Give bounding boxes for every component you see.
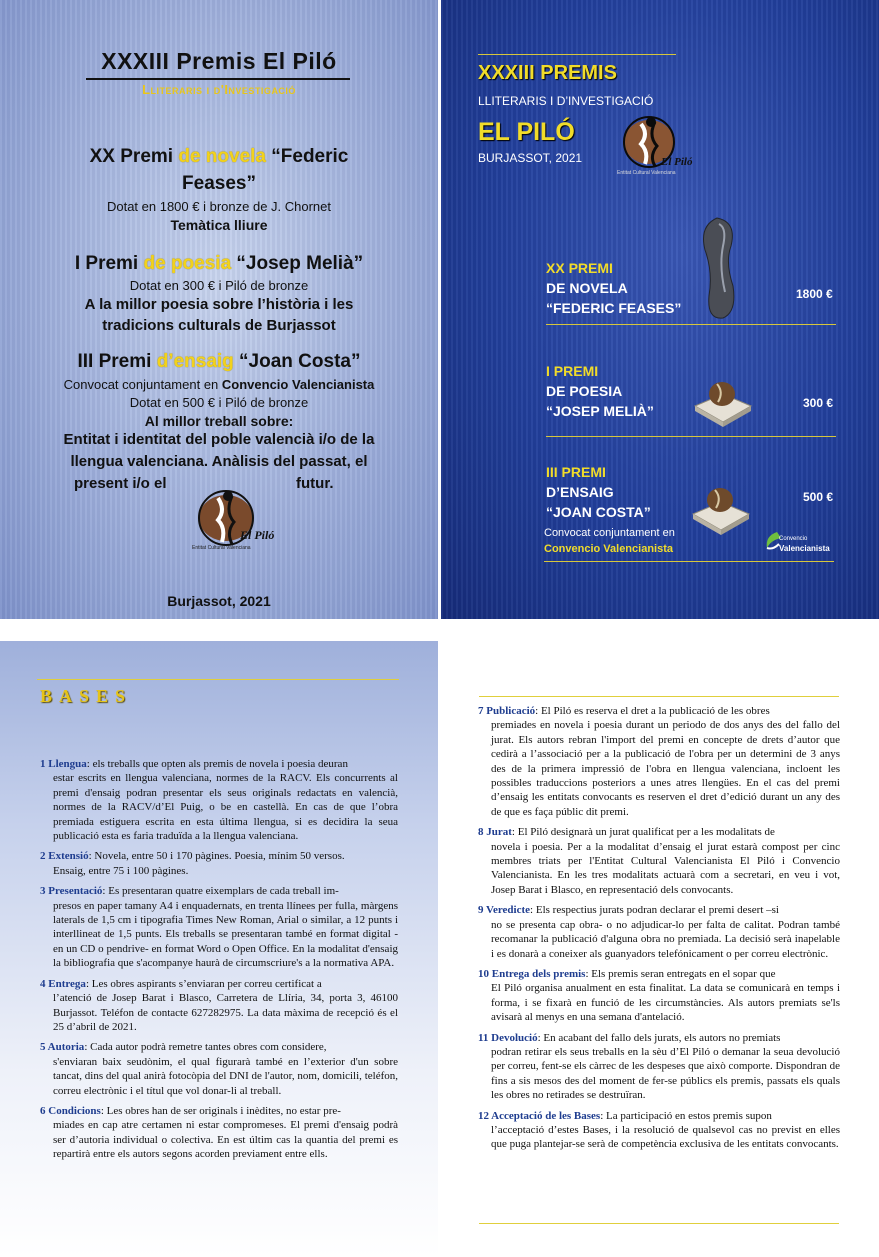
base-sep: : xyxy=(86,758,93,770)
prize-poesia-heading xyxy=(0,251,438,277)
bases-right-top-rule xyxy=(479,696,839,697)
prize-novela-heading xyxy=(0,144,438,170)
prize-block-ensaig xyxy=(546,462,651,522)
base-item xyxy=(40,757,398,843)
base-text: novela i poesia. Per a la modalitat d’ensaig el jurat estarà compost per cinc membres triats per l'Entitat Cultural Valencianista El Piló i Convencio Valencianista. En les tres modalitats actuarà com a secretari, en veu i vot, Josep Barat i Blasco, en representació dels convocants. xyxy=(491,840,840,896)
prize-novela-heading-2: Feases” xyxy=(182,173,256,194)
prize-line-1: XX PREMI xyxy=(546,260,613,276)
cover-footer: Burjassot, 2021 xyxy=(167,593,271,609)
base-title: 1 Llengua xyxy=(40,758,87,770)
base-title: 9 Veredicte xyxy=(478,904,531,917)
prize-poesia-amount: Dotat en 300 € i Piló de bronze xyxy=(129,278,309,293)
base-item xyxy=(40,849,398,878)
base-title: 4 Entrega xyxy=(40,977,86,990)
el-pilo-logo-right xyxy=(617,112,703,178)
prize-number: I Premi xyxy=(74,253,144,274)
base-lead: El Piló designarà un jurat qualificat per a les modalitats de xyxy=(517,826,775,839)
base-lead: Novela, entre 50 i 170 pàgines. Poesia, mínim 50 versos. xyxy=(94,850,345,863)
bases-heading: BASES xyxy=(40,686,133,706)
base-item xyxy=(40,977,398,1035)
top-rule xyxy=(478,54,676,55)
base-item xyxy=(478,903,840,961)
base-sep: : xyxy=(511,826,518,839)
base-sep: : xyxy=(102,885,109,898)
cover-right-panel xyxy=(441,0,879,619)
cover-title-1: XXXIII PREMIS xyxy=(478,62,617,84)
prize-number: III Premi xyxy=(77,351,157,372)
prize-ensaig-heading xyxy=(0,349,438,375)
base-sep: : xyxy=(530,904,536,917)
base-item xyxy=(478,967,840,1025)
base-item xyxy=(478,704,840,819)
bases-right-panel xyxy=(441,641,879,1257)
prize-ensaig-theme-3b: futur. xyxy=(296,475,334,492)
base-sep: : xyxy=(537,1031,544,1044)
prize-ensaig-convocat xyxy=(0,376,438,394)
prize-line-3: “FEDERIC FEASES” xyxy=(546,300,682,316)
cover-place: BURJASSOT, 2021 xyxy=(478,151,583,165)
base-title: 7 Publicació xyxy=(478,705,536,717)
base-sep: : xyxy=(535,705,541,717)
prize-line-1: III PREMI xyxy=(546,464,606,480)
base-item xyxy=(40,1040,398,1098)
base-lead: els treballs que opten als premis de novela i poesia deuran xyxy=(92,758,348,770)
base-text: l’atenció de Josep Barat i Blasco, Carretera de Llíria, 34, porta 3, 46100 Burjassot. Teléfon de contacte 627282975. La data màxima de recepció és el 25 d’abril de 2021. xyxy=(53,992,398,1033)
base-title: 11 Devolució xyxy=(478,1031,538,1044)
divider xyxy=(544,561,834,562)
base-sep: : xyxy=(600,1109,607,1122)
logo-text: El Piló xyxy=(661,156,693,168)
base-lead: Cada autor podrà remetre tantes obres com considere, xyxy=(90,1041,327,1054)
base-title: 10 Entrega dels premis xyxy=(478,967,586,980)
base-item xyxy=(478,1031,840,1103)
prize-line-3: “JOSEP MELIÀ” xyxy=(546,403,654,419)
base-title: 3 Presentació xyxy=(40,885,103,898)
convencio-name: Convencio Valencianista xyxy=(544,543,673,555)
base-text: s'enviaran baix seudònim, el qual figurarà també en l’exterior d'un sobre tancat, dins del qual anirà fotocòpia del DNI de l'autor, nom, domicili, teléfon, correu electrònic i el títul que vol donar-li al treball. xyxy=(53,1055,398,1097)
logo-ring-text: Entitat Cultural Valenciana xyxy=(617,170,676,176)
base-lead: Les obres han de ser originals i inèdites, no estar pre- xyxy=(106,1104,341,1117)
base-sep: : xyxy=(84,1041,91,1054)
base-title: 5 Autoria xyxy=(40,1041,85,1054)
base-lead: En acabant del fallo dels jurats, els autors no premiats xyxy=(543,1031,781,1044)
bronze-sculpture-novela xyxy=(697,216,741,320)
base-text: Ensaig, entre 75 i 100 pàgines. xyxy=(53,864,189,877)
title-underline xyxy=(86,78,350,80)
cover-left-panel xyxy=(0,0,438,619)
convocat-text: Convocat conjuntament en xyxy=(63,377,222,392)
base-title: 8 Jurat xyxy=(478,826,512,839)
prize-poesia-theme-1: A la millor poesia sobre l’història i les xyxy=(84,296,354,313)
base-title: 6 Condicions xyxy=(40,1104,101,1117)
bases-right-column xyxy=(478,704,840,1158)
prize-ensaig-theme-3a: present i/o el xyxy=(74,475,167,492)
prize-block-poesia xyxy=(546,361,654,421)
bases-left-panel xyxy=(0,641,438,1257)
base-lead: Es presentaran quatre eixemplars de cada treball im- xyxy=(108,885,339,898)
base-sep: : xyxy=(585,967,592,980)
prize-number: XX Premi xyxy=(89,146,179,167)
bases-top-rule xyxy=(37,679,399,680)
bases-left-column xyxy=(40,757,398,1168)
base-lead: Els premis seran entregats en el sopar que xyxy=(591,967,776,980)
prize-type: de novela xyxy=(178,146,266,167)
base-item xyxy=(478,825,840,897)
base-sep: : xyxy=(100,1104,107,1117)
base-text: no se presenta cap obra- o no adjudicar-lo per falta de calitat. Podran també recomanar la publicació d'alguna obra no premiada. La decisió serà inapelable i es donarà a coneixer als guanyadors telefónicament o per correu electrònic. xyxy=(491,918,840,960)
logo-ring-text: Entitat Cultural Valenciana xyxy=(192,545,251,551)
base-item xyxy=(478,1109,840,1152)
prize-amount-poesia: 300 € xyxy=(803,396,834,410)
base-item xyxy=(40,884,398,970)
logo-text: El Piló xyxy=(240,528,275,542)
base-text: presos en paper tamany A4 i enquadernats, en trenta llínees per fulla, màrgens laterals de 1,5 cm i tipografia Times New Roman, Arial o similar, a 12 punts i interllineat de 1,5 punts. Els treballs se presentaran també en format digital -en un CD o pendrive- en format Word o Open Office. En la modalitat d'ensaig la bibliografia que s'acompanye haurà de circumscriure's a la normativa APA. xyxy=(53,899,398,970)
prize-novela-theme: Temàtica lliure xyxy=(170,217,268,233)
base-text: estar escrits en llengua valenciana, normes de la RACV. Els concurrents al premi d'ensaig podran presentar els seus originals redactats en valencià, normes de la RACV/d’El Puig, o be en castellà. En cas de que l’obra premiada estiguera escrita en esta última llengua, si es decidira la seua publicació esta es faria traduïda a la llengua valenciana. xyxy=(53,772,398,843)
convocat-text: Convocat conjuntament en xyxy=(544,527,675,539)
base-sep: : xyxy=(88,850,95,863)
prize-name: “Federic xyxy=(266,146,349,167)
convencio-logo xyxy=(763,526,831,560)
base-text: miades en cap atre certamen ni estar compromeses. El premi d'ensaig podrà ser d’autoria individual o colectiva. En est últim cas la quantia del premi es repartirà entre els autors segons acorden previament entre ells. xyxy=(53,1119,398,1161)
cover-subtitle: LLITERARIS I D’INVESTIGACIÓ xyxy=(478,94,654,108)
base-lead: Els respectius jurats podran declarar el premi desert –si xyxy=(535,904,779,917)
prize-type: d’ensaig xyxy=(156,351,234,372)
el-pilo-logo xyxy=(192,488,282,552)
convencio-name: Convencio Valencianista xyxy=(221,377,375,392)
prize-line-3: “JOAN COSTA” xyxy=(546,504,651,520)
base-title: 2 Extensió xyxy=(40,850,89,863)
base-lead: Les obres aspirants s’enviaran per correu certificat a xyxy=(91,977,322,990)
cover-title: XXXIII Premis El Piló xyxy=(101,48,337,74)
prize-ensaig-theme-intro: Al millor treball sobre: xyxy=(144,413,294,429)
bronze-pilo-poesia xyxy=(691,372,753,428)
base-lead: El Piló es reserva el dret a la publicació de les obres xyxy=(540,705,770,717)
convencio-logo-line-1: Convencio xyxy=(779,536,808,542)
base-title: 12 Acceptació de les Bases xyxy=(478,1109,601,1122)
prize-amount-novela: 1800 € xyxy=(796,287,833,301)
convencio-logo-line-2: Valencianista xyxy=(779,544,830,553)
bases-right-bottom-rule xyxy=(479,1223,839,1224)
prize-name: “Josep Melià” xyxy=(231,253,364,274)
cover-subtitle: Lliteraris i d'Investigació xyxy=(142,82,296,97)
base-text: podran retirar els seus treballs en la sèu d’El Piló o demanar la seua devolució per correu, fent-se els càrrec de les despeses que això comporte. Dispondran de fins a sis mesos des del moment de fer-se públics els premis, passats els quals les obres no retirades se destruïran. xyxy=(491,1045,840,1102)
base-text: l’acceptació d’estes Bases, i la resolució de qualsevol cas no previst en elles que puga plantejar-se serà de competència exclusiva de les entitats convocants. xyxy=(491,1123,840,1151)
prize-line-1: I PREMI xyxy=(546,363,599,379)
divider xyxy=(546,436,836,437)
prize-amount-ensaig: 500 € xyxy=(803,490,834,504)
prize-type: de poesia xyxy=(143,253,232,274)
bronze-pilo-ensaig xyxy=(689,478,751,536)
prize-novela-amount: Dotat en 1800 € i bronze de J. Chornet xyxy=(106,199,332,214)
prize-line-2: DE NOVELA xyxy=(546,280,628,296)
base-text: premiades en novela i poesia durant un periodo de dos anys des del fallo del jurat. Els autors rebran l'import del premi en concepte de drets d’autor que cedirà a l’associació per a la publicació de l'obra per un determini de 3 anys des de la primera impressió de l'obra en llengua valenciana, incloent les possibles traduccions posteriors a unes atres llengües. En el cas del premi d’ensaig les entitats convocants es reserven el dret d’edició durant un any des de que es faça públic dit premi. xyxy=(491,719,840,818)
base-text: El Piló organisa anualment en esta finalitat. La data se comunicarà en temps i forma, i se fixarà en funció de les circumstàncies. Als autors premiats se'ls avisarà al menys en una semana d'antelació. xyxy=(491,982,840,1024)
prize-poesia-theme-2: tradicions culturals de Burjassot xyxy=(102,317,336,334)
prize-line-2: D’ENSAIG xyxy=(546,484,614,500)
prize-ensaig-amount: Dotat en 500 € i Piló de bronze xyxy=(129,395,309,410)
prize-line-2: DE POESIA xyxy=(546,383,623,399)
cover-title-2: EL PILÓ xyxy=(478,118,575,146)
base-sep: : xyxy=(85,977,92,990)
prize-block-novela xyxy=(546,258,681,318)
prize-ensaig-theme-1: Entitat i identitat del poble valencià i/o de la xyxy=(63,431,375,448)
divider xyxy=(546,324,836,325)
base-lead: La participació en estos premis supon xyxy=(606,1109,772,1122)
base-item xyxy=(40,1104,398,1162)
prize-name: “Joan Costa” xyxy=(233,351,361,372)
prize-ensaig-theme-2: llengua valenciana. Anàlisis del passat, el xyxy=(70,453,368,470)
